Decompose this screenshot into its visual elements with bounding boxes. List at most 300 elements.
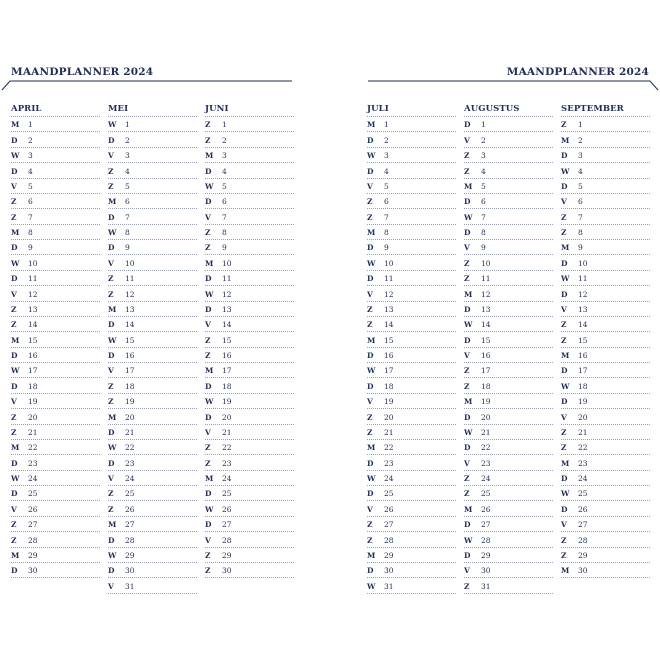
day-row[interactable] — [464, 532, 553, 547]
day-row[interactable] — [108, 255, 197, 270]
weekday-letter: D — [108, 212, 115, 222]
day-row[interactable] — [108, 440, 197, 455]
day-number: 25 — [222, 489, 232, 499]
day-number: 14 — [28, 320, 38, 330]
day-row[interactable] — [11, 240, 100, 255]
weekday-letter: M — [464, 397, 473, 407]
day-number: 11 — [384, 274, 394, 284]
day-row[interactable] — [367, 317, 456, 332]
weekday-letter: D — [464, 520, 471, 530]
day-number: 30 — [222, 566, 232, 576]
day-row[interactable] — [367, 517, 456, 532]
day-row[interactable] — [464, 317, 553, 332]
day-row[interactable] — [11, 148, 100, 163]
weekday-letter: D — [561, 397, 568, 407]
day-row[interactable] — [561, 148, 650, 163]
day-row[interactable] — [367, 271, 456, 286]
weekday-letter: Z — [108, 289, 114, 299]
day-row[interactable] — [205, 455, 294, 470]
day-number: 6 — [481, 197, 486, 207]
weekday-letter: V — [108, 474, 114, 483]
day-row[interactable] — [367, 363, 456, 378]
day-row[interactable] — [108, 240, 197, 255]
day-number: 21 — [125, 427, 135, 437]
day-row[interactable] — [367, 394, 456, 409]
day-row[interactable] — [11, 517, 100, 532]
day-number: 4 — [222, 166, 227, 176]
day-number: 19 — [578, 397, 588, 407]
day-row[interactable] — [205, 179, 294, 194]
day-row[interactable] — [11, 332, 100, 347]
day-row[interactable] — [11, 532, 100, 547]
day-row[interactable] — [205, 378, 294, 393]
day-row[interactable] — [108, 455, 197, 470]
day-row[interactable] — [108, 486, 197, 501]
day-row[interactable] — [464, 563, 553, 578]
day-row[interactable] — [367, 332, 456, 347]
day-row[interactable] — [205, 471, 294, 486]
weekday-letter: D — [108, 535, 115, 545]
day-row[interactable] — [464, 271, 553, 286]
day-row[interactable] — [11, 348, 100, 363]
day-row[interactable] — [367, 240, 456, 255]
day-row[interactable] — [367, 286, 456, 301]
weekday-letter: D — [561, 151, 568, 161]
day-row[interactable] — [464, 179, 553, 194]
day-row[interactable] — [11, 363, 100, 378]
day-row[interactable] — [367, 563, 456, 578]
weekday-letter: M — [11, 335, 20, 345]
day-row[interactable] — [108, 532, 197, 547]
day-row[interactable] — [367, 132, 456, 147]
day-number: 23 — [481, 458, 491, 468]
day-row[interactable] — [367, 409, 456, 424]
day-row[interactable] — [11, 440, 100, 455]
day-row[interactable] — [108, 578, 197, 593]
day-row[interactable] — [108, 378, 197, 393]
day-row[interactable] — [367, 209, 456, 224]
weekday-letter: W — [205, 181, 214, 191]
day-row[interactable] — [205, 117, 294, 132]
day-row[interactable] — [205, 271, 294, 286]
day-row[interactable] — [205, 240, 294, 255]
weekday-letter: M — [367, 443, 376, 453]
day-number: 15 — [578, 335, 588, 345]
weekday-letter: D — [561, 258, 568, 268]
day-row[interactable] — [561, 501, 650, 516]
day-row[interactable] — [367, 302, 456, 317]
day-number: 5 — [28, 181, 33, 191]
day-row[interactable] — [561, 394, 650, 409]
day-row[interactable] — [464, 578, 553, 593]
day-row[interactable] — [11, 179, 100, 194]
day-number: 10 — [222, 258, 232, 268]
day-row[interactable] — [561, 132, 650, 147]
day-row[interactable] — [464, 286, 553, 301]
weekday-letter: M — [11, 550, 20, 560]
day-number: 16 — [28, 351, 38, 360]
day-number: 6 — [222, 197, 227, 207]
day-number: 2 — [125, 135, 130, 145]
day-row[interactable] — [561, 348, 650, 363]
day-number: 15 — [481, 335, 491, 345]
day-row[interactable] — [464, 517, 553, 532]
day-row[interactable] — [108, 179, 197, 194]
weekday-letter: Z — [464, 274, 470, 284]
day-row[interactable] — [561, 225, 650, 240]
day-row[interactable] — [561, 425, 650, 440]
day-row[interactable] — [205, 255, 294, 270]
day-number: 3 — [384, 151, 389, 161]
day-row[interactable] — [205, 486, 294, 501]
day-row[interactable] — [205, 194, 294, 209]
day-row[interactable] — [464, 148, 553, 163]
day-number: 14 — [481, 320, 491, 330]
day-row[interactable] — [561, 179, 650, 194]
day-row[interactable] — [108, 148, 197, 163]
day-row[interactable] — [11, 286, 100, 301]
day-row[interactable] — [561, 378, 650, 393]
day-row[interactable] — [108, 194, 197, 209]
day-row[interactable] — [11, 486, 100, 501]
day-row[interactable] — [205, 348, 294, 363]
day-number: 20 — [222, 412, 232, 422]
day-row[interactable] — [205, 209, 294, 224]
day-row[interactable] — [464, 425, 553, 440]
day-row[interactable] — [205, 363, 294, 378]
day-row[interactable] — [108, 425, 197, 440]
day-number: 31 — [481, 581, 491, 591]
day-row[interactable] — [205, 501, 294, 516]
day-row[interactable] — [11, 271, 100, 286]
weekday-letter: Z — [108, 274, 114, 284]
day-row[interactable] — [367, 378, 456, 393]
day-row[interactable] — [11, 501, 100, 516]
day-row[interactable] — [561, 194, 650, 209]
day-row[interactable] — [108, 132, 197, 147]
day-row[interactable] — [205, 409, 294, 424]
day-row[interactable] — [11, 409, 100, 424]
day-row[interactable] — [464, 194, 553, 209]
day-row[interactable] — [367, 578, 456, 593]
day-row[interactable] — [205, 440, 294, 455]
day-row[interactable] — [561, 317, 650, 332]
day-row[interactable] — [367, 179, 456, 194]
day-row[interactable] — [108, 271, 197, 286]
day-row[interactable] — [205, 225, 294, 240]
day-row[interactable] — [11, 471, 100, 486]
day-row[interactable] — [464, 363, 553, 378]
weekday-letter: D — [464, 228, 471, 237]
day-number: 13 — [28, 304, 38, 314]
weekday-letter: D — [11, 566, 18, 576]
day-row[interactable] — [108, 302, 197, 317]
day-number: 26 — [481, 504, 491, 514]
day-number: 26 — [578, 504, 588, 514]
weekday-letter: M — [367, 550, 376, 560]
day-row[interactable] — [464, 486, 553, 501]
day-number: 9 — [222, 243, 227, 253]
day-number: 26 — [384, 504, 394, 514]
day-row[interactable] — [367, 440, 456, 455]
day-row[interactable] — [367, 348, 456, 363]
day-row[interactable] — [561, 517, 650, 532]
day-row[interactable] — [464, 255, 553, 270]
day-row[interactable] — [205, 317, 294, 332]
day-row[interactable] — [108, 563, 197, 578]
day-row[interactable] — [205, 563, 294, 578]
day-row[interactable] — [367, 225, 456, 240]
day-row[interactable] — [561, 563, 650, 578]
day-number: 26 — [222, 504, 232, 514]
day-row[interactable] — [561, 117, 650, 132]
day-row[interactable] — [561, 271, 650, 286]
day-row[interactable] — [464, 348, 553, 363]
day-number: 6 — [28, 197, 33, 207]
day-number: 4 — [384, 166, 389, 176]
day-row[interactable] — [11, 194, 100, 209]
day-row[interactable] — [108, 394, 197, 409]
weekday-letter: M — [108, 197, 117, 207]
weekday-letter: Z — [11, 520, 17, 530]
day-number: 19 — [222, 397, 232, 407]
day-row[interactable] — [561, 532, 650, 547]
weekday-letter: D — [561, 474, 568, 483]
day-number: 1 — [481, 120, 486, 130]
day-row[interactable] — [367, 548, 456, 563]
day-row[interactable] — [108, 209, 197, 224]
weekday-letter: V — [205, 427, 211, 437]
day-row[interactable] — [367, 425, 456, 440]
day-row[interactable] — [108, 548, 197, 563]
day-number: 3 — [481, 151, 486, 161]
day-number: 22 — [481, 443, 491, 453]
day-row[interactable] — [367, 117, 456, 132]
weekday-letter: M — [205, 366, 214, 376]
day-row[interactable] — [11, 394, 100, 409]
weekday-letter: M — [561, 351, 570, 360]
weekday-letter: Z — [205, 243, 211, 253]
weekday-letter: V — [11, 181, 17, 191]
weekday-letter: D — [108, 351, 115, 360]
weekday-letter: V — [11, 289, 17, 299]
day-number: 15 — [222, 335, 232, 345]
day-row[interactable] — [561, 286, 650, 301]
day-number: 2 — [222, 135, 227, 145]
weekday-letter: W — [367, 366, 376, 376]
day-row[interactable] — [464, 117, 553, 132]
day-row[interactable] — [561, 471, 650, 486]
day-number: 13 — [222, 304, 232, 314]
day-row[interactable] — [11, 117, 100, 132]
day-row[interactable] — [108, 317, 197, 332]
weekday-letter: M — [367, 120, 376, 130]
day-number: 31 — [125, 581, 135, 591]
day-row[interactable] — [11, 378, 100, 393]
day-row[interactable] — [464, 471, 553, 486]
day-number: 14 — [222, 320, 232, 330]
day-number: 16 — [481, 351, 491, 360]
day-row[interactable] — [205, 163, 294, 178]
weekday-letter: D — [205, 412, 212, 422]
day-row[interactable] — [464, 132, 553, 147]
day-row[interactable] — [561, 240, 650, 255]
weekday-letter: Z — [205, 120, 211, 130]
day-row[interactable] — [205, 425, 294, 440]
day-row[interactable] — [11, 317, 100, 332]
day-number: 28 — [28, 535, 38, 545]
day-row[interactable] — [108, 225, 197, 240]
day-row[interactable] — [11, 563, 100, 578]
day-row[interactable] — [108, 332, 197, 347]
day-row[interactable] — [11, 255, 100, 270]
day-row[interactable] — [367, 486, 456, 501]
day-row[interactable] — [205, 532, 294, 547]
day-row[interactable] — [561, 255, 650, 270]
day-number: 29 — [384, 550, 394, 560]
day-number: 27 — [384, 520, 394, 530]
day-row[interactable] — [367, 163, 456, 178]
weekday-letter: Z — [11, 320, 17, 330]
day-row[interactable] — [561, 363, 650, 378]
day-row[interactable] — [464, 455, 553, 470]
day-row[interactable] — [561, 163, 650, 178]
month-column — [205, 103, 294, 578]
day-row[interactable] — [11, 425, 100, 440]
day-row[interactable] — [464, 163, 553, 178]
day-row[interactable] — [561, 486, 650, 501]
day-number: 11 — [28, 274, 38, 284]
day-row[interactable] — [108, 471, 197, 486]
day-row[interactable] — [108, 517, 197, 532]
day-number: 17 — [222, 366, 232, 376]
day-number: 7 — [481, 212, 486, 222]
weekday-letter: Z — [561, 335, 567, 345]
weekday-letter: D — [11, 458, 18, 468]
day-row[interactable] — [108, 409, 197, 424]
day-row[interactable] — [11, 209, 100, 224]
weekday-letter: V — [108, 258, 114, 268]
day-row[interactable] — [464, 209, 553, 224]
day-row[interactable] — [464, 240, 553, 255]
weekday-letter: W — [205, 289, 214, 299]
day-row[interactable] — [561, 440, 650, 455]
day-row[interactable] — [367, 194, 456, 209]
day-row[interactable] — [561, 302, 650, 317]
day-row[interactable] — [205, 302, 294, 317]
day-row[interactable] — [367, 471, 456, 486]
day-number: 10 — [481, 258, 491, 268]
day-row[interactable] — [561, 409, 650, 424]
day-row[interactable] — [561, 209, 650, 224]
weekday-letter: D — [108, 566, 115, 576]
weekday-letter: Z — [464, 474, 470, 483]
day-row[interactable] — [205, 132, 294, 147]
day-number: 19 — [384, 397, 394, 407]
day-row[interactable] — [367, 255, 456, 270]
day-number: 2 — [28, 135, 33, 145]
day-number: 3 — [222, 151, 227, 161]
day-number: 27 — [222, 520, 232, 530]
day-number: 28 — [578, 535, 588, 545]
day-row[interactable] — [205, 517, 294, 532]
day-row[interactable] — [367, 501, 456, 516]
day-row[interactable] — [561, 455, 650, 470]
day-number: 20 — [384, 412, 394, 422]
weekday-letter: Z — [205, 228, 211, 237]
day-row[interactable] — [367, 532, 456, 547]
day-number: 27 — [28, 520, 38, 530]
day-row[interactable] — [464, 394, 553, 409]
day-row[interactable] — [108, 117, 197, 132]
day-number: 22 — [28, 443, 38, 453]
day-row[interactable] — [108, 286, 197, 301]
day-row[interactable] — [464, 440, 553, 455]
weekday-letter: Z — [11, 412, 17, 422]
day-row[interactable] — [464, 225, 553, 240]
day-row[interactable] — [11, 163, 100, 178]
weekday-letter: W — [464, 212, 473, 222]
day-row[interactable] — [205, 286, 294, 301]
day-number: 22 — [125, 443, 135, 453]
day-row[interactable] — [205, 148, 294, 163]
day-row[interactable] — [367, 148, 456, 163]
day-row[interactable] — [11, 548, 100, 563]
day-row[interactable] — [561, 332, 650, 347]
day-number: 21 — [578, 427, 588, 437]
weekday-letter: D — [367, 351, 374, 360]
day-row[interactable] — [205, 394, 294, 409]
day-row[interactable] — [108, 348, 197, 363]
day-row[interactable] — [11, 132, 100, 147]
weekday-letter: Z — [108, 397, 114, 407]
weekday-letter: Z — [367, 197, 373, 207]
weekday-letter: Z — [561, 535, 567, 545]
day-number: 21 — [28, 427, 38, 437]
day-row[interactable] — [11, 302, 100, 317]
day-row[interactable] — [464, 332, 553, 347]
day-row[interactable] — [108, 363, 197, 378]
weekday-letter: Z — [367, 535, 373, 545]
day-row[interactable] — [367, 455, 456, 470]
day-number: 29 — [578, 550, 588, 560]
month-name: JUNI — [205, 103, 294, 117]
day-row[interactable] — [464, 378, 553, 393]
day-row[interactable] — [464, 548, 553, 563]
day-number: 30 — [578, 566, 588, 576]
day-row[interactable] — [464, 302, 553, 317]
weekday-letter: D — [367, 458, 374, 468]
weekday-letter: Z — [205, 458, 211, 468]
day-number: 8 — [481, 228, 486, 237]
day-row[interactable] — [108, 163, 197, 178]
day-row[interactable] — [205, 332, 294, 347]
day-row[interactable] — [11, 225, 100, 240]
day-row[interactable] — [108, 501, 197, 516]
day-number: 9 — [28, 243, 33, 253]
weekday-letter: M — [108, 520, 117, 530]
month-name: JULI — [367, 103, 456, 117]
day-row[interactable] — [11, 455, 100, 470]
day-row[interactable] — [464, 501, 553, 516]
day-number: 15 — [28, 335, 38, 345]
weekday-letter: Z — [464, 366, 470, 376]
day-number: 29 — [28, 550, 38, 560]
day-row[interactable] — [205, 548, 294, 563]
day-row[interactable] — [561, 548, 650, 563]
day-row[interactable] — [464, 409, 553, 424]
day-number: 3 — [125, 151, 130, 161]
